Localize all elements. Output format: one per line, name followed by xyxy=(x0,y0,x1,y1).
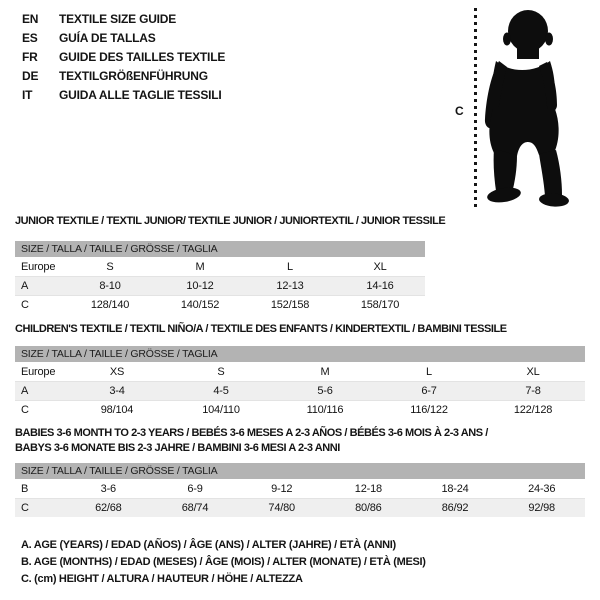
row-label: C xyxy=(21,404,29,416)
size-cell: L xyxy=(287,260,293,273)
size-cell: 140/152 xyxy=(180,299,220,311)
size-cell: 86/92 xyxy=(441,502,469,514)
language-title: TEXTILE SIZE GUIDE xyxy=(59,12,177,26)
size-cell: 74/80 xyxy=(268,502,295,514)
size-cell: 3-4 xyxy=(109,385,125,397)
size-cell: 14-16 xyxy=(366,280,394,292)
size-cell: 24-36 xyxy=(528,482,556,495)
size-cell: M xyxy=(195,260,205,273)
size-cell: L xyxy=(426,365,432,378)
language-row xyxy=(22,10,225,29)
size-cell: 6-7 xyxy=(421,385,437,397)
size-header-bar: SIZE / TALLA / TAILLE / GRÖSSE / TAGLIA xyxy=(15,346,585,362)
table-rows xyxy=(15,479,585,517)
table-title xyxy=(15,214,446,229)
size-cell: 4-5 xyxy=(213,385,229,397)
language-title: GUIDA ALLE TAGLIE TESSILI xyxy=(59,88,222,102)
size-cell: 158/170 xyxy=(360,299,400,311)
size-cell: XL xyxy=(526,365,540,378)
language-title: TEXTILGRÖßENFÜHRUNG xyxy=(59,69,208,83)
size-cell: 5-6 xyxy=(317,385,333,397)
size-header-bar: SIZE / TALLA / TAILLE / GRÖSSE / TAGLIA xyxy=(15,241,425,257)
size-cell: 104/110 xyxy=(202,404,240,416)
footnote: C. (cm) HEIGHT / ALTURA / HAUTEUR / HÖHE / ALTEZZA xyxy=(21,573,303,585)
language-title: GUÍA DE TALLAS xyxy=(59,31,156,45)
language-row xyxy=(22,67,225,86)
size-table xyxy=(15,214,446,314)
size-cell: 152/158 xyxy=(270,299,310,311)
height-dotted-line xyxy=(474,8,477,208)
baby-figure xyxy=(440,0,600,215)
height-c-label: C xyxy=(455,104,464,118)
size-cell: 12-13 xyxy=(276,280,304,292)
size-cell: 6-9 xyxy=(187,482,203,495)
row-label: A xyxy=(21,280,29,292)
table-row xyxy=(15,276,425,295)
size-cell: 116/122 xyxy=(410,404,448,416)
size-cell: 68/74 xyxy=(181,502,209,514)
table-row xyxy=(15,479,585,498)
size-cell: 110/116 xyxy=(306,404,344,416)
size-cell: M xyxy=(320,365,330,378)
table-row xyxy=(15,362,585,381)
size-cell: 12-18 xyxy=(354,482,382,495)
size-cell: 122/128 xyxy=(513,404,553,416)
size-cell: 80/86 xyxy=(355,502,382,514)
size-cell: 18-24 xyxy=(441,482,469,495)
table-rows xyxy=(15,362,585,419)
table-title-line: CHILDREN'S TEXTILE / TEXTIL NIÑO/A / TEXTILE DES ENFANTS / KINDERTEXTIL / BAMBINI TESSILE xyxy=(15,323,507,335)
table-row xyxy=(15,257,425,276)
size-table xyxy=(15,426,585,517)
language-row xyxy=(22,48,225,67)
size-cell: 8-10 xyxy=(99,280,121,292)
table-title-line: JUNIOR TEXTILE / TEXTIL JUNIOR/ TEXTILE JUNIOR / JUNIORTEXTIL / JUNIOR TESSILE xyxy=(15,215,446,227)
table-title xyxy=(15,426,585,456)
row-label: Europe xyxy=(21,260,56,273)
table-row xyxy=(15,295,425,314)
size-cell: 9-12 xyxy=(271,482,293,495)
row-label: Europe xyxy=(21,365,56,378)
table-title xyxy=(15,322,585,337)
size-cell: S xyxy=(217,365,225,378)
size-cell: 3-6 xyxy=(100,482,116,495)
language-code: FR xyxy=(22,50,38,64)
language-code: DE xyxy=(22,69,39,83)
size-cell: 62/68 xyxy=(95,502,122,514)
footnotes xyxy=(21,537,426,588)
row-label: C xyxy=(21,299,29,311)
language-title-list xyxy=(22,10,225,105)
size-cell: XL xyxy=(373,260,387,273)
table-title-line: BABYS 3-6 MONATE BIS 2-3 JAHRE / BAMBINI 3-6 MESI A 2-3 ANNI xyxy=(15,442,340,454)
size-header-bar: SIZE / TALLA / TAILLE / GRÖSSE / TAGLIA xyxy=(15,463,585,479)
language-code: ES xyxy=(22,31,38,45)
row-label: B xyxy=(21,482,29,495)
footnote: A. AGE (YEARS) / EDAD (AÑOS) / ÂGE (ANS) / ALTER (JAHRE) / ETÀ (ANNI) xyxy=(21,539,396,551)
size-table xyxy=(15,322,585,419)
baby-silhouette-icon xyxy=(484,5,579,207)
table-title-line: BABIES 3-6 MONTH TO 2-3 YEARS / BEBÉS 3-6 MESES A 2-3 AÑOS / BÉBÉS 3-6 MOIS À 2-3 ANS / xyxy=(15,427,488,439)
size-cell: S xyxy=(106,260,114,273)
footnote: B. AGE (MONTHS) / EDAD (MESES) / ÂGE (MOIS) / ALTER (MONATE) / ETÀ (MESI) xyxy=(21,556,426,568)
language-row xyxy=(22,86,225,105)
row-label: C xyxy=(21,502,29,514)
table-row xyxy=(15,498,585,517)
table-rows xyxy=(15,257,425,314)
language-code: IT xyxy=(22,88,33,102)
table-row xyxy=(15,381,585,400)
size-cell: 10-12 xyxy=(186,280,214,292)
table-row xyxy=(15,400,585,419)
size-cell: 92/98 xyxy=(528,502,555,514)
size-cell: XS xyxy=(109,365,125,378)
size-cell: 98/104 xyxy=(100,404,134,416)
row-label: A xyxy=(21,385,29,397)
language-row xyxy=(22,29,225,48)
language-title: GUIDE DES TAILLES TEXTILE xyxy=(59,50,226,64)
size-cell: 128/140 xyxy=(90,299,130,311)
language-code: EN xyxy=(22,12,39,26)
size-cell: 7-8 xyxy=(525,385,541,397)
